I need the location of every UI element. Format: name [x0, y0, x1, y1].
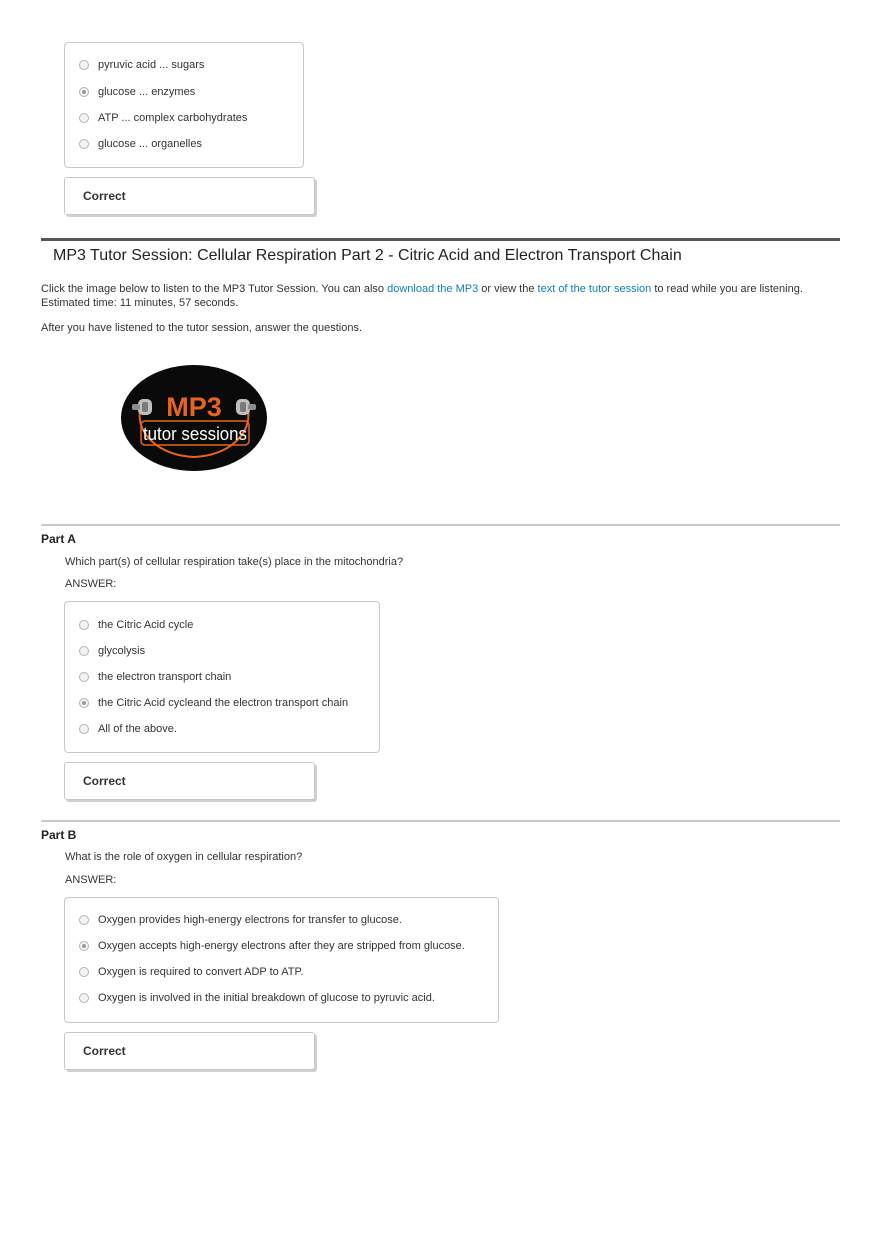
instruction-text: After you have listened to the tutor session, answer the questions.: [41, 322, 363, 334]
radio-option[interactable]: [79, 966, 303, 978]
tutor-text-link[interactable]: text of the tutor session: [537, 283, 652, 295]
option-label: All of the above.: [98, 723, 177, 735]
result-correct-box: [64, 177, 315, 215]
radio-option[interactable]: [79, 645, 145, 657]
estimated-time: Estimated time: 11 minutes, 57 seconds.: [41, 297, 239, 309]
radio-option[interactable]: [79, 697, 348, 709]
logo-tutor-sessions-text: tutor sessions: [143, 424, 247, 444]
intro-text: or view the: [478, 283, 538, 295]
option-label: the Citric Acid cycleand the electron transport chain: [98, 697, 349, 709]
part-a-question: Which part(s) of cellular respiration take(s) place in the mitochondria?: [65, 556, 404, 568]
result-correct-box: [64, 762, 315, 800]
download-mp3-link[interactable]: download the MP3: [387, 283, 479, 295]
radio-button[interactable]: [79, 724, 89, 734]
radio-button[interactable]: [79, 113, 89, 123]
radio-option[interactable]: [79, 723, 177, 735]
radio-option[interactable]: [79, 138, 202, 150]
radio-button[interactable]: [79, 646, 89, 656]
intro-paragraph: [41, 282, 841, 310]
radio-button[interactable]: [79, 620, 89, 630]
radio-option[interactable]: [79, 59, 204, 71]
intro-text: Click the image below to listen to the MP3 Tutor Session. You can also: [41, 283, 388, 295]
section-title: MP3 Tutor Session: Cellular Respiration Part 2 - Citric Acid and Electron Transport Chain: [53, 247, 682, 264]
section-divider: [41, 238, 840, 241]
result-label: Correct: [83, 189, 126, 203]
option-label: Oxygen provides high-energy electrons for transfer to glucose.: [98, 914, 402, 926]
option-label: Oxygen is required to convert ADP to ATP.: [98, 966, 304, 978]
logo-mp3-text: MP3: [166, 392, 222, 422]
result-label: Correct: [83, 1044, 126, 1058]
part-b-question: What is the role of oxygen in cellular respiration?: [65, 851, 303, 863]
part-a-answer-label: ANSWER:: [65, 578, 117, 590]
part-b-answer-label: ANSWER:: [65, 874, 117, 886]
radio-button[interactable]: [79, 139, 89, 149]
option-label: Oxygen is involved in the initial breakdown of glucose to pyruvic acid.: [98, 992, 435, 1004]
radio-option[interactable]: [79, 86, 195, 98]
radio-option[interactable]: [79, 671, 231, 683]
radio-button[interactable]: [79, 60, 89, 70]
mp3-logo-graphic: [120, 364, 268, 472]
radio-button[interactable]: [79, 967, 89, 977]
radio-option[interactable]: [79, 940, 465, 952]
part-b-divider: [41, 820, 840, 822]
radio-button-selected[interactable]: [79, 698, 89, 708]
part-b-heading: Part B: [41, 828, 77, 842]
intro-text: to read while you are listening.: [651, 283, 803, 295]
radio-option[interactable]: [79, 112, 247, 124]
option-label: ATP ... complex carbohydrates: [98, 112, 248, 124]
option-label: the electron transport chain: [98, 671, 232, 683]
part-a-heading: Part A: [41, 532, 76, 546]
option-label: glucose ... organelles: [98, 138, 202, 150]
top-answer-options: [64, 42, 304, 168]
part-a-answer-options: [64, 601, 380, 753]
result-correct-box: [64, 1032, 315, 1070]
radio-option[interactable]: [79, 619, 193, 631]
option-label: glycolysis: [98, 645, 146, 657]
radio-button[interactable]: [79, 672, 89, 682]
option-label: pyruvic acid ... sugars: [98, 59, 205, 71]
option-label: the Citric Acid cycle: [98, 619, 194, 631]
radio-button[interactable]: [79, 993, 89, 1003]
mp3-tutor-logo[interactable]: [120, 364, 268, 472]
option-label: Oxygen accepts high-energy electrons after they are stripped from glucose.: [98, 940, 465, 952]
radio-option[interactable]: [79, 992, 435, 1004]
radio-button-selected[interactable]: [79, 941, 89, 951]
option-label: glucose ... enzymes: [98, 86, 196, 98]
part-a-divider: [41, 524, 840, 526]
result-label: Correct: [83, 774, 126, 788]
radio-option[interactable]: [79, 914, 402, 926]
radio-button-selected[interactable]: [79, 87, 89, 97]
radio-button[interactable]: [79, 915, 89, 925]
part-b-answer-options: [64, 897, 499, 1023]
